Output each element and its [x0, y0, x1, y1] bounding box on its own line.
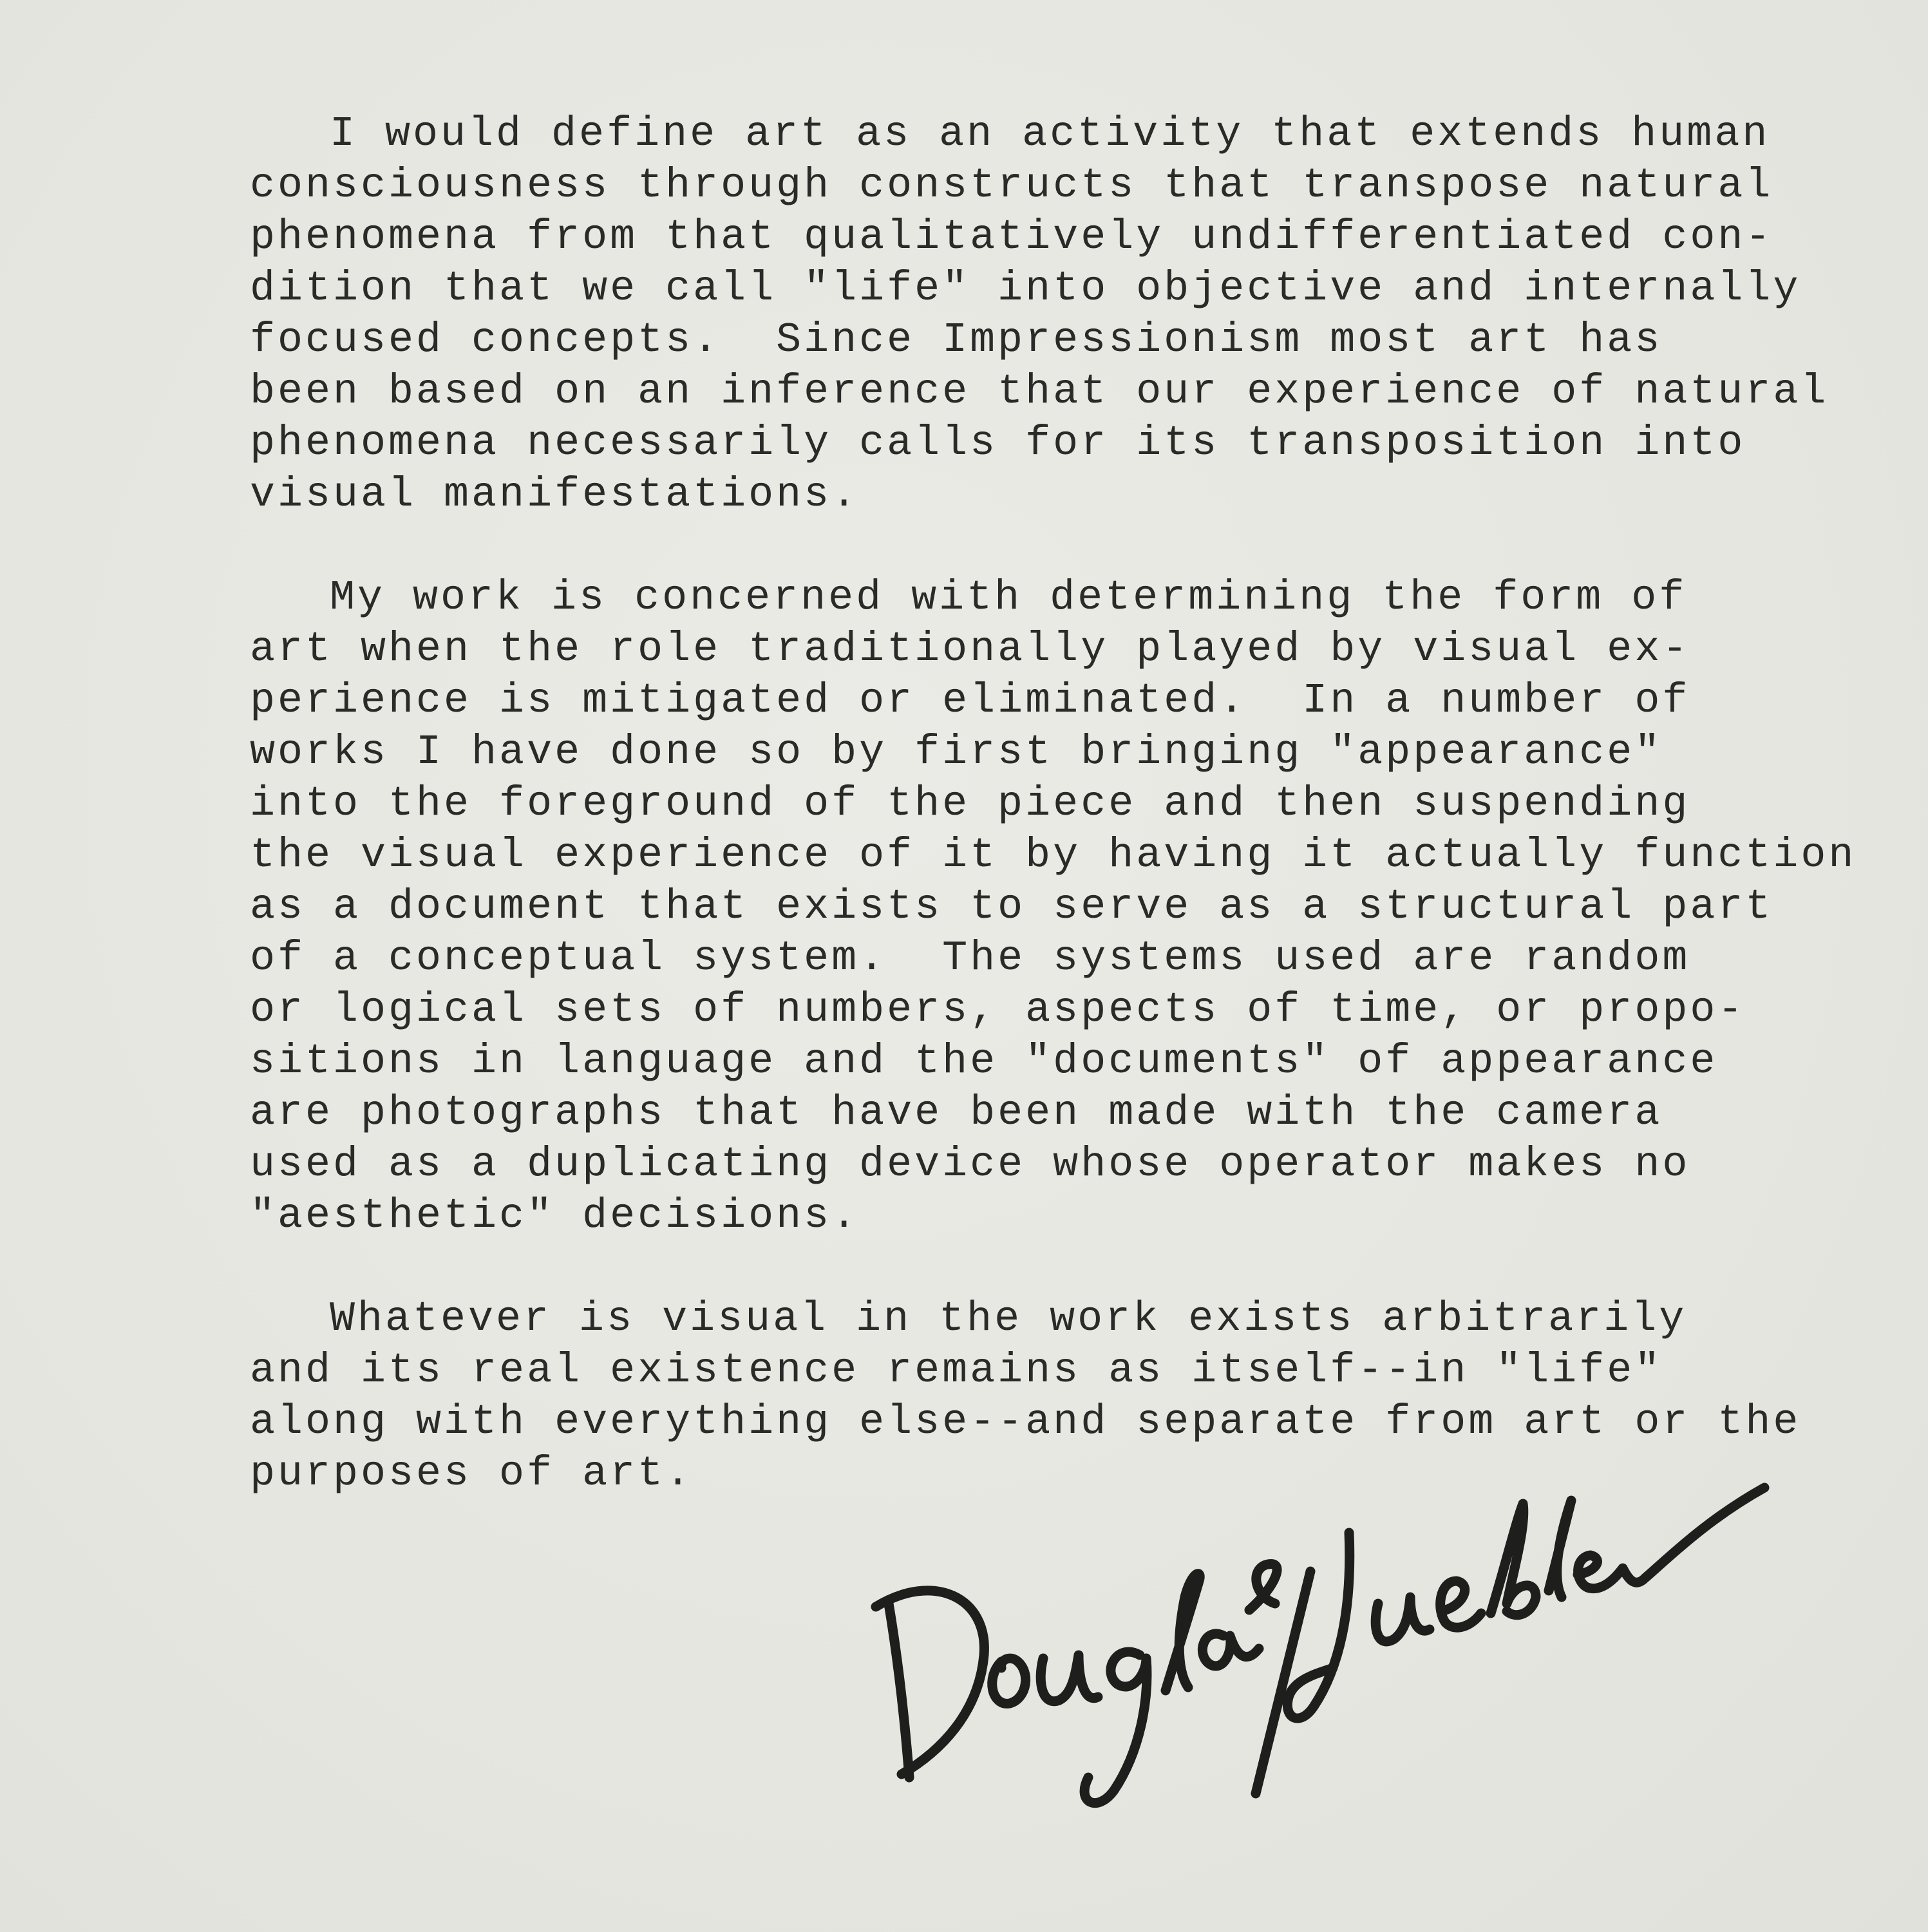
- paragraph-line: dition that we call "life" into objective and internally: [250, 265, 1801, 312]
- paragraph-line: focused concepts. Since Impressionism most art has: [250, 316, 1663, 364]
- paragraph-line: of a conceptual system. The systems used are random: [250, 934, 1690, 982]
- paragraph-line: consciousness through constructs that transpose natural: [250, 162, 1773, 209]
- paragraph-line: used as a duplicating device whose operator makes no: [250, 1141, 1690, 1188]
- paragraph-line: phenomena from that qualitatively undifferentiated con-: [250, 213, 1773, 261]
- paragraph-line: purposes of art.: [250, 1450, 694, 1497]
- paragraph-line: sitions in language and the "documents" of appearance: [250, 1037, 1718, 1085]
- paragraph-2: [250, 572, 1857, 1242]
- paragraph-line: are photographs that have been made with the camera: [250, 1089, 1663, 1137]
- paragraph-line: along with everything else--and separate from art or the: [250, 1398, 1801, 1446]
- paragraph-line: works I have done so by first bringing "appearance": [250, 728, 1663, 776]
- paragraph-line: into the foreground of the piece and then suspending: [250, 780, 1690, 828]
- paragraph-line: the visual experience of it by having it actually function: [250, 831, 1857, 879]
- paragraph-line: perience is mitigated or eliminated. In a number of: [250, 677, 1690, 724]
- paragraph-line: phenomena necessarily calls for its transposition into: [250, 419, 1746, 467]
- paragraph-line: My work is concerned with determining the form of: [330, 574, 1687, 621]
- paragraph-line: or logical sets of numbers, aspects of time, or propo-: [250, 986, 1746, 1034]
- paragraph-line: "aesthetic" decisions.: [250, 1192, 860, 1240]
- artist-statement: [250, 108, 1857, 1499]
- paragraph-line: art when the role traditionally played by visual ex-: [250, 625, 1690, 673]
- paragraph-line: and its real existence remains as itself--in "life": [250, 1347, 1663, 1394]
- paragraph-line: I would define art as an activity that extends human: [330, 110, 1770, 158]
- paragraph-line: as a document that exists to serve as a structural part: [250, 883, 1773, 931]
- handwritten-signature: [863, 1443, 1777, 1842]
- signature-drawing: [863, 1443, 1777, 1842]
- paragraph-line: Whatever is visual in the work exists arbitrarily: [330, 1295, 1687, 1343]
- paragraph-line: visual manifestations.: [250, 471, 860, 518]
- paragraph-1: [250, 108, 1829, 520]
- paragraph-line: been based on an inference that our experience of natural: [250, 368, 1829, 415]
